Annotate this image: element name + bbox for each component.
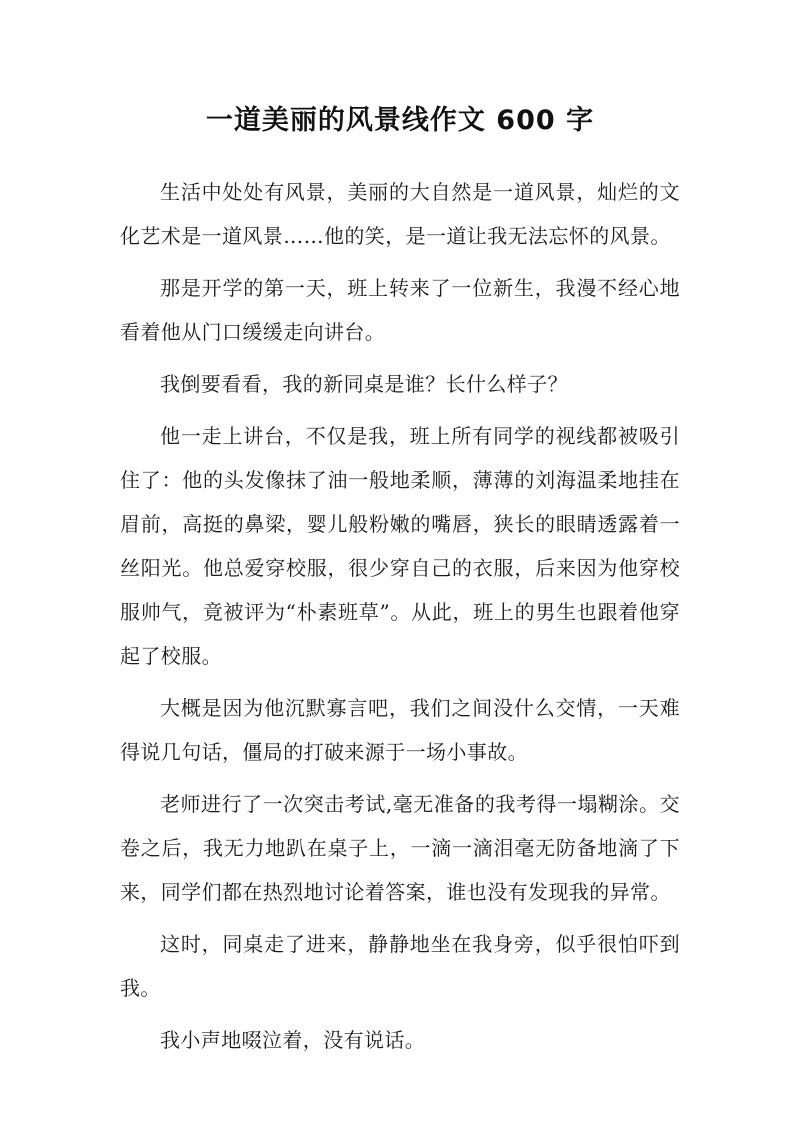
paragraph: 老师进行了一次突击考试,毫无准备的我考得一塌糊涂。交卷之后，我无力地趴在桌子上，一滴一滴泪毫无防备地滴了下来，同学们都在热烈地讨论着答案，谁也没有发现我的异常。 bbox=[120, 792, 680, 904]
paragraph: 那是开学的第一天，班上转来了一位新生，我漫不经心地看着他从门口缓缓走向讲台。 bbox=[120, 276, 680, 344]
paragraph: 生活中处处有风景，美丽的大自然是一道风景，灿烂的文化艺术是一道风景……他的笑，是一道让我无法忘怀的风景。 bbox=[120, 180, 680, 248]
paragraph: 大概是因为他沉默寡言吧，我们之间没什么交情，一天难得说几句话，僵局的打破来源于一场小事故。 bbox=[120, 696, 680, 764]
essay-body bbox=[120, 170, 680, 1062]
paragraph: 我倒要看看，我的新同桌是谁？长什么样子？ bbox=[160, 372, 568, 396]
essay-title: 一道美丽的风景线作文 600 字 bbox=[205, 105, 595, 136]
paragraph: 我小声地啜泣着，没有说话。 bbox=[160, 1028, 426, 1052]
paragraph: 他一走上讲台，不仅是我，班上所有同学的视线都被吸引住了：他的头发像抹了油一般地柔顺，薄薄的刘海温柔地挂在眉前，高挺的鼻梁，婴儿般粉嫩的嘴唇，狭长的眼睛透露着一丝阳光。他总爱穿校服，很少穿自己的衣服，后来因为他穿校服帅气，竟被评为“朴素班草”。从此，班上的男生也跟着他穿起了校服。 bbox=[120, 424, 680, 668]
paragraph: 这时，同桌走了进来，静静地坐在我身旁，似乎很怕吓到我。 bbox=[120, 932, 680, 1000]
